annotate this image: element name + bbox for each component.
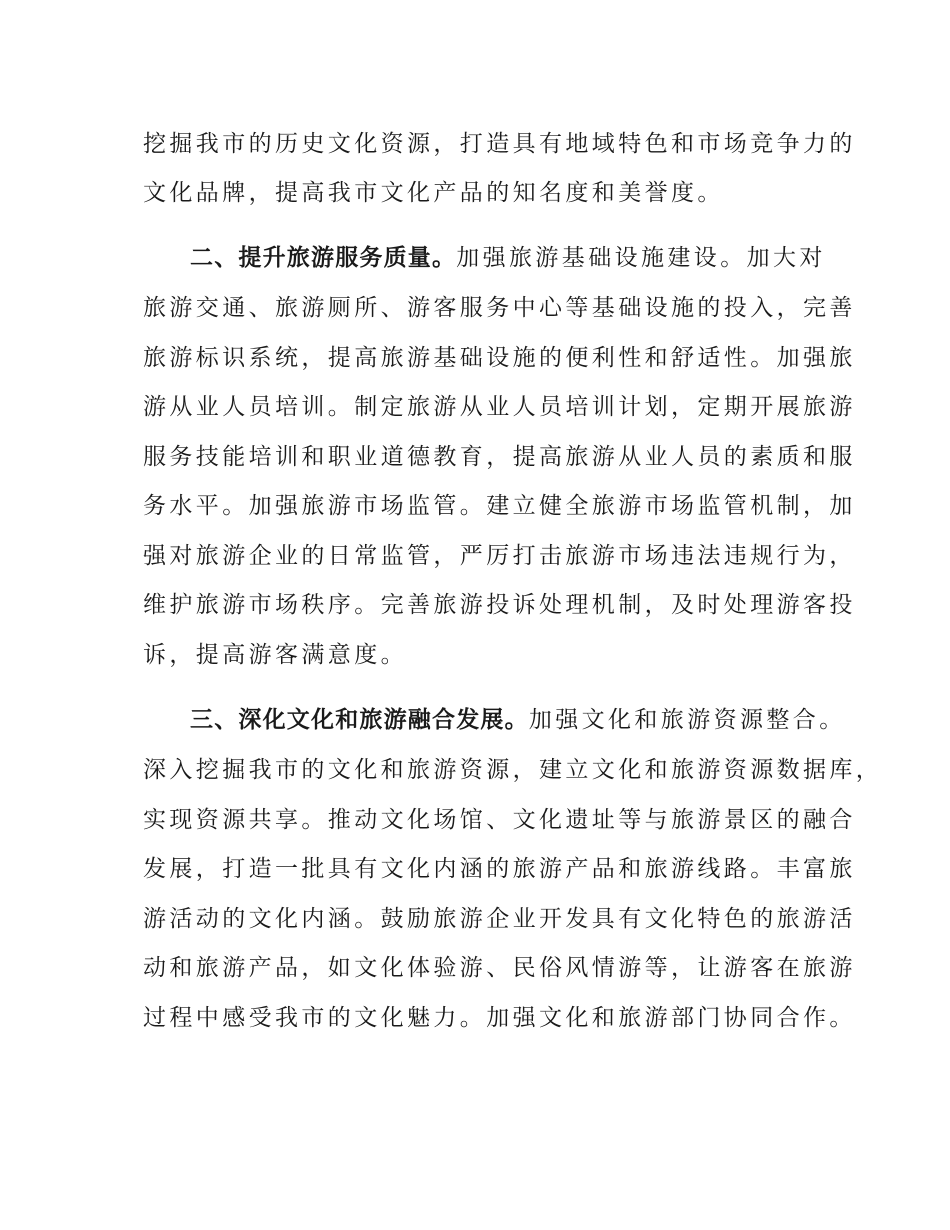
section-3-heading: 三、深化文化和旅游融合发展。 [190, 707, 529, 733]
paragraph-line: 务水平。加强旅游市场监管。建立健全旅游市场监管机制，加 [143, 493, 856, 519]
paragraph-line: 过程中感受我市的文化魅力。加强文化和旅游部门协同合作。 [143, 1005, 856, 1031]
section-2-first-line-text: 加强旅游基础设施建设。加大对 [456, 245, 826, 271]
paragraph-line: 实现资源共享。推动文化场馆、文化遗址等与旅游景区的融合 [143, 807, 856, 833]
paragraph-line: 诉，提高游客满意度。 [143, 642, 407, 668]
paragraph-line: 文化品牌，提高我市文化产品的知名度和美誉度。 [143, 180, 724, 206]
section-3-first-line-text: 加强文化和旅游资源整合。 [528, 707, 846, 733]
paragraph-line: 挖掘我市的历史文化资源，打造具有地域特色和市场竞争力的 [143, 131, 856, 157]
paragraph-line: 发展，打造一批具有文化内涵的旅游产品和旅游线路。丰富旅 [143, 856, 856, 882]
section-2-heading: 二、提升旅游服务质量。 [190, 245, 457, 271]
paragraph-line: 服务技能培训和职业道德教育，提高旅游从业人员的素质和服 [143, 444, 856, 470]
paragraph-line: 动和旅游产品，如文化体验游、民俗风情游等，让游客在旅游 [143, 955, 856, 981]
paragraph-line: 旅游标识系统，提高旅游基础设施的便利性和舒适性。加强旅 [143, 345, 856, 371]
paragraph-line: 游从业人员培训。制定旅游从业人员培训计划，定期开展旅游 [143, 394, 856, 420]
paragraph-line: 游活动的文化内涵。鼓励旅游企业开发具有文化特色的旅游活 [143, 906, 856, 932]
paragraph-line: 强对旅游企业的日常监管，严厉打击旅游市场违法违规行为， [143, 543, 856, 569]
section-3-first-line [190, 700, 890, 740]
paragraph-line: 旅游交通、旅游厕所、游客服务中心等基础设施的投入，完善 [143, 295, 856, 321]
paragraph-line: 深入挖掘我市的文化和旅游资源，建立文化和旅游资源数据库， [143, 757, 883, 783]
section-2-first-line [190, 238, 890, 278]
paragraph-line: 维护旅游市场秩序。完善旅游投诉处理机制，及时处理游客投 [143, 592, 856, 618]
